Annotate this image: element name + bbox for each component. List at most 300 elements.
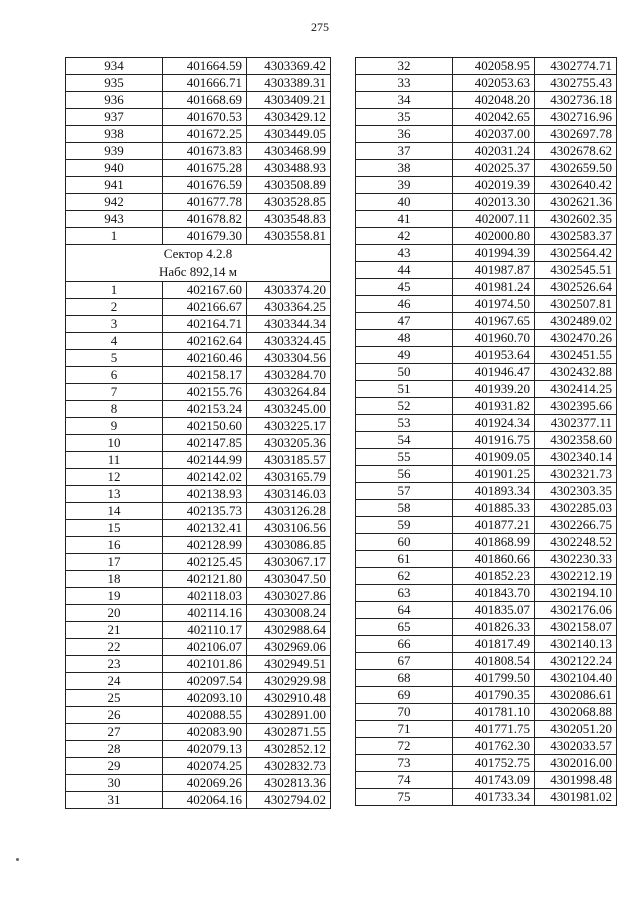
y-coordinate-cell: 4303245.00 xyxy=(247,401,331,418)
x-coordinate-cell: 401901.25 xyxy=(453,466,535,483)
point-number-cell: 12 xyxy=(66,469,163,486)
point-number-cell: 5 xyxy=(66,350,163,367)
table-row xyxy=(66,418,331,435)
x-coordinate-cell: 401852.23 xyxy=(453,568,535,585)
x-coordinate-cell: 401924.34 xyxy=(453,415,535,432)
table-row xyxy=(66,316,331,333)
table-row xyxy=(356,551,617,568)
table-row xyxy=(356,245,617,262)
table-row xyxy=(356,653,617,670)
point-number-cell: 939 xyxy=(66,143,163,160)
table-row xyxy=(356,92,617,109)
y-coordinate-cell: 4302910.48 xyxy=(247,690,331,707)
point-number-cell: 42 xyxy=(356,228,453,245)
x-coordinate-cell: 402110.17 xyxy=(163,622,247,639)
y-coordinate-cell: 4302414.25 xyxy=(535,381,617,398)
x-coordinate-cell: 402042.65 xyxy=(453,109,535,126)
y-coordinate-cell: 4303468.99 xyxy=(247,143,331,160)
point-number-cell: 73 xyxy=(356,755,453,772)
sector-subtitle: Набс 892,14 м xyxy=(66,263,331,282)
y-coordinate-cell: 4303225.17 xyxy=(247,418,331,435)
y-coordinate-cell: 4302621.36 xyxy=(535,194,617,211)
point-number-cell: 60 xyxy=(356,534,453,551)
point-number-cell: 16 xyxy=(66,537,163,554)
x-coordinate-cell: 402114.16 xyxy=(163,605,247,622)
table-row xyxy=(66,401,331,418)
point-number-cell: 1 xyxy=(66,282,163,299)
x-coordinate-cell: 402118.03 xyxy=(163,588,247,605)
point-number-cell: 938 xyxy=(66,126,163,143)
point-number-cell: 27 xyxy=(66,724,163,741)
point-number-cell: 54 xyxy=(356,432,453,449)
table-row xyxy=(66,177,331,194)
table-row xyxy=(66,588,331,605)
table-row xyxy=(66,384,331,401)
table-row xyxy=(66,571,331,588)
x-coordinate-cell: 402121.80 xyxy=(163,571,247,588)
x-coordinate-cell: 401676.59 xyxy=(163,177,247,194)
point-number-cell: 10 xyxy=(66,435,163,452)
table-row xyxy=(66,690,331,707)
y-coordinate-cell: 4302051.20 xyxy=(535,721,617,738)
y-coordinate-cell: 4303205.36 xyxy=(247,435,331,452)
point-number-cell: 58 xyxy=(356,500,453,517)
y-coordinate-cell: 4303558.81 xyxy=(247,228,331,245)
y-coordinate-cell: 4302068.88 xyxy=(535,704,617,721)
point-number-cell: 38 xyxy=(356,160,453,177)
point-number-cell: 14 xyxy=(66,503,163,520)
y-coordinate-cell: 4302929.98 xyxy=(247,673,331,690)
y-coordinate-cell: 4302303.35 xyxy=(535,483,617,500)
y-coordinate-cell: 4302140.13 xyxy=(535,636,617,653)
point-number-cell: 52 xyxy=(356,398,453,415)
y-coordinate-cell: 4302104.40 xyxy=(535,670,617,687)
x-coordinate-cell: 401826.33 xyxy=(453,619,535,636)
table-row xyxy=(66,350,331,367)
table-row xyxy=(66,656,331,673)
y-coordinate-cell: 4302451.55 xyxy=(535,347,617,364)
table-row xyxy=(66,639,331,656)
y-coordinate-cell: 4303508.89 xyxy=(247,177,331,194)
point-number-cell: 9 xyxy=(66,418,163,435)
table-row xyxy=(356,585,617,602)
y-coordinate-cell: 4302755.43 xyxy=(535,75,617,92)
x-coordinate-cell: 401987.87 xyxy=(453,262,535,279)
point-number-cell: 63 xyxy=(356,585,453,602)
y-coordinate-cell: 4303165.79 xyxy=(247,469,331,486)
point-number-cell: 39 xyxy=(356,177,453,194)
table-row xyxy=(66,228,331,245)
x-coordinate-cell: 402153.24 xyxy=(163,401,247,418)
point-number-cell: 56 xyxy=(356,466,453,483)
table-row xyxy=(356,670,617,687)
x-coordinate-cell: 402097.54 xyxy=(163,673,247,690)
y-coordinate-cell: 4302736.18 xyxy=(535,92,617,109)
table-row xyxy=(66,775,331,792)
coordinates-table-right xyxy=(355,57,617,806)
x-coordinate-cell: 402048.20 xyxy=(453,92,535,109)
x-coordinate-cell: 401967.65 xyxy=(453,313,535,330)
x-coordinate-cell: 402155.76 xyxy=(163,384,247,401)
table-row xyxy=(66,299,331,316)
point-number-cell: 71 xyxy=(356,721,453,738)
y-coordinate-cell: 4302813.36 xyxy=(247,775,331,792)
point-number-cell: 37 xyxy=(356,143,453,160)
y-coordinate-cell: 4302659.50 xyxy=(535,160,617,177)
table-row xyxy=(66,503,331,520)
point-number-cell: 59 xyxy=(356,517,453,534)
point-number-cell: 50 xyxy=(356,364,453,381)
point-number-cell: 47 xyxy=(356,313,453,330)
y-coordinate-cell: 4302988.64 xyxy=(247,622,331,639)
y-coordinate-cell: 4303344.34 xyxy=(247,316,331,333)
point-number-cell: 940 xyxy=(66,160,163,177)
point-number-cell: 35 xyxy=(356,109,453,126)
y-coordinate-cell: 4301981.02 xyxy=(535,789,617,806)
table-row xyxy=(66,758,331,775)
table-row xyxy=(356,381,617,398)
table-row xyxy=(356,330,617,347)
point-number-cell: 44 xyxy=(356,262,453,279)
x-coordinate-cell: 401939.20 xyxy=(453,381,535,398)
table-row xyxy=(66,707,331,724)
point-number-cell: 29 xyxy=(66,758,163,775)
x-coordinate-cell: 401675.28 xyxy=(163,160,247,177)
y-coordinate-cell: 4303008.24 xyxy=(247,605,331,622)
point-number-cell: 942 xyxy=(66,194,163,211)
page-number: 275 xyxy=(311,20,329,34)
y-coordinate-cell: 4303528.85 xyxy=(247,194,331,211)
point-number-cell: 17 xyxy=(66,554,163,571)
sector-header-row xyxy=(66,245,331,264)
point-number-cell: 34 xyxy=(356,92,453,109)
y-coordinate-cell: 4302266.75 xyxy=(535,517,617,534)
table-row xyxy=(66,469,331,486)
table-row xyxy=(356,279,617,296)
point-number-cell: 943 xyxy=(66,211,163,228)
coordinates-table-left-body xyxy=(66,58,331,809)
x-coordinate-cell: 402144.99 xyxy=(163,452,247,469)
table-row xyxy=(356,568,617,585)
table-row xyxy=(356,704,617,721)
x-coordinate-cell: 401931.82 xyxy=(453,398,535,415)
y-coordinate-cell: 4303264.84 xyxy=(247,384,331,401)
point-number-cell: 23 xyxy=(66,656,163,673)
table-row xyxy=(356,228,617,245)
x-coordinate-cell: 402132.41 xyxy=(163,520,247,537)
x-coordinate-cell: 401981.24 xyxy=(453,279,535,296)
y-coordinate-cell: 4302033.57 xyxy=(535,738,617,755)
x-coordinate-cell: 401994.39 xyxy=(453,245,535,262)
x-coordinate-cell: 402167.60 xyxy=(163,282,247,299)
point-number-cell: 24 xyxy=(66,673,163,690)
y-coordinate-cell: 4302395.66 xyxy=(535,398,617,415)
y-coordinate-cell: 4303364.25 xyxy=(247,299,331,316)
y-coordinate-cell: 4303548.83 xyxy=(247,211,331,228)
point-number-cell: 66 xyxy=(356,636,453,653)
table-row xyxy=(66,520,331,537)
point-number-cell: 74 xyxy=(356,772,453,789)
x-coordinate-cell: 401752.75 xyxy=(453,755,535,772)
x-coordinate-cell: 401877.21 xyxy=(453,517,535,534)
point-number-cell: 70 xyxy=(356,704,453,721)
y-coordinate-cell: 4302969.06 xyxy=(247,639,331,656)
point-number-cell: 935 xyxy=(66,75,163,92)
table-row xyxy=(356,483,617,500)
x-coordinate-cell: 402093.10 xyxy=(163,690,247,707)
x-coordinate-cell: 402083.90 xyxy=(163,724,247,741)
x-coordinate-cell: 402158.17 xyxy=(163,367,247,384)
y-coordinate-cell: 4303185.57 xyxy=(247,452,331,469)
x-coordinate-cell: 401679.30 xyxy=(163,228,247,245)
x-coordinate-cell: 401668.69 xyxy=(163,92,247,109)
table-row xyxy=(66,211,331,228)
y-coordinate-cell: 4302640.42 xyxy=(535,177,617,194)
point-number-cell: 31 xyxy=(66,792,163,809)
point-number-cell: 8 xyxy=(66,401,163,418)
point-number-cell: 15 xyxy=(66,520,163,537)
table-row xyxy=(66,486,331,503)
point-number-cell: 33 xyxy=(356,75,453,92)
y-coordinate-cell: 4302248.52 xyxy=(535,534,617,551)
x-coordinate-cell: 401860.66 xyxy=(453,551,535,568)
point-number-cell: 49 xyxy=(356,347,453,364)
y-coordinate-cell: 4303067.17 xyxy=(247,554,331,571)
x-coordinate-cell: 402074.25 xyxy=(163,758,247,775)
x-coordinate-cell: 401733.34 xyxy=(453,789,535,806)
table-row xyxy=(66,724,331,741)
x-coordinate-cell: 401664.59 xyxy=(163,58,247,75)
table-row xyxy=(356,211,617,228)
table-row xyxy=(66,109,331,126)
point-number-cell: 11 xyxy=(66,452,163,469)
y-coordinate-cell: 4302285.03 xyxy=(535,500,617,517)
x-coordinate-cell: 401673.83 xyxy=(163,143,247,160)
x-coordinate-cell: 402069.26 xyxy=(163,775,247,792)
point-number-cell: 7 xyxy=(66,384,163,401)
x-coordinate-cell: 401743.09 xyxy=(453,772,535,789)
x-coordinate-cell: 402160.46 xyxy=(163,350,247,367)
y-coordinate-cell: 4302432.88 xyxy=(535,364,617,381)
x-coordinate-cell: 402135.73 xyxy=(163,503,247,520)
y-coordinate-cell: 4303374.20 xyxy=(247,282,331,299)
y-coordinate-cell: 4302086.61 xyxy=(535,687,617,704)
table-row xyxy=(66,435,331,452)
point-number-cell: 64 xyxy=(356,602,453,619)
y-coordinate-cell: 4303389.31 xyxy=(247,75,331,92)
y-coordinate-cell: 4302507.81 xyxy=(535,296,617,313)
x-coordinate-cell: 401974.50 xyxy=(453,296,535,313)
y-coordinate-cell: 4302340.14 xyxy=(535,449,617,466)
table-row xyxy=(66,452,331,469)
y-coordinate-cell: 4302194.10 xyxy=(535,585,617,602)
table-row xyxy=(66,367,331,384)
y-coordinate-cell: 4303324.45 xyxy=(247,333,331,350)
point-number-cell: 21 xyxy=(66,622,163,639)
x-coordinate-cell: 402150.60 xyxy=(163,418,247,435)
x-coordinate-cell: 402031.24 xyxy=(453,143,535,160)
table-row xyxy=(66,58,331,75)
table-row xyxy=(66,673,331,690)
x-coordinate-cell: 402064.16 xyxy=(163,792,247,809)
table-row xyxy=(356,58,617,75)
y-coordinate-cell: 4302697.78 xyxy=(535,126,617,143)
x-coordinate-cell: 401677.78 xyxy=(163,194,247,211)
y-coordinate-cell: 4302774.71 xyxy=(535,58,617,75)
x-coordinate-cell: 402000.80 xyxy=(453,228,535,245)
x-coordinate-cell: 402013.30 xyxy=(453,194,535,211)
point-number-cell: 934 xyxy=(66,58,163,75)
table-row xyxy=(66,126,331,143)
x-coordinate-cell: 401893.34 xyxy=(453,483,535,500)
table-row xyxy=(356,500,617,517)
x-coordinate-cell: 401762.30 xyxy=(453,738,535,755)
point-number-cell: 936 xyxy=(66,92,163,109)
x-coordinate-cell: 402079.13 xyxy=(163,741,247,758)
y-coordinate-cell: 4302122.24 xyxy=(535,653,617,670)
y-coordinate-cell: 4303409.21 xyxy=(247,92,331,109)
y-coordinate-cell: 4303106.56 xyxy=(247,520,331,537)
coordinates-table-right-body xyxy=(356,58,617,806)
table-row xyxy=(66,554,331,571)
x-coordinate-cell: 401670.53 xyxy=(163,109,247,126)
point-number-cell: 61 xyxy=(356,551,453,568)
y-coordinate-cell: 4302564.42 xyxy=(535,245,617,262)
table-row xyxy=(356,75,617,92)
point-number-cell: 36 xyxy=(356,126,453,143)
table-row xyxy=(356,619,617,636)
table-row xyxy=(356,432,617,449)
point-number-cell: 19 xyxy=(66,588,163,605)
x-coordinate-cell: 402058.95 xyxy=(453,58,535,75)
y-coordinate-cell: 4302176.06 xyxy=(535,602,617,619)
sector-header-row xyxy=(66,263,331,282)
table-row xyxy=(356,126,617,143)
point-number-cell: 40 xyxy=(356,194,453,211)
x-coordinate-cell: 402166.67 xyxy=(163,299,247,316)
point-number-cell: 72 xyxy=(356,738,453,755)
y-coordinate-cell: 4302891.00 xyxy=(247,707,331,724)
y-coordinate-cell: 4302016.00 xyxy=(535,755,617,772)
y-coordinate-cell: 4302832.73 xyxy=(247,758,331,775)
y-coordinate-cell: 4302526.64 xyxy=(535,279,617,296)
x-coordinate-cell: 401953.64 xyxy=(453,347,535,364)
x-coordinate-cell: 402007.11 xyxy=(453,211,535,228)
x-coordinate-cell: 402162.64 xyxy=(163,333,247,350)
y-coordinate-cell: 4302489.02 xyxy=(535,313,617,330)
point-number-cell: 937 xyxy=(66,109,163,126)
x-coordinate-cell: 402101.86 xyxy=(163,656,247,673)
table-row xyxy=(356,109,617,126)
point-number-cell: 51 xyxy=(356,381,453,398)
table-row xyxy=(356,517,617,534)
point-number-cell: 28 xyxy=(66,741,163,758)
table-row xyxy=(356,687,617,704)
x-coordinate-cell: 401960.70 xyxy=(453,330,535,347)
x-coordinate-cell: 401843.70 xyxy=(453,585,535,602)
y-coordinate-cell: 4302602.35 xyxy=(535,211,617,228)
point-number-cell: 20 xyxy=(66,605,163,622)
point-number-cell: 65 xyxy=(356,619,453,636)
point-number-cell: 55 xyxy=(356,449,453,466)
table-row xyxy=(66,143,331,160)
y-coordinate-cell: 4303488.93 xyxy=(247,160,331,177)
y-coordinate-cell: 4302321.73 xyxy=(535,466,617,483)
x-coordinate-cell: 402019.39 xyxy=(453,177,535,194)
x-coordinate-cell: 401946.47 xyxy=(453,364,535,381)
point-number-cell: 45 xyxy=(356,279,453,296)
table-row xyxy=(66,282,331,299)
x-coordinate-cell: 402053.63 xyxy=(453,75,535,92)
y-coordinate-cell: 4302470.26 xyxy=(535,330,617,347)
table-row xyxy=(66,741,331,758)
point-number-cell: 941 xyxy=(66,177,163,194)
x-coordinate-cell: 402037.00 xyxy=(453,126,535,143)
point-number-cell: 43 xyxy=(356,245,453,262)
x-coordinate-cell: 402164.71 xyxy=(163,316,247,333)
y-coordinate-cell: 4302230.33 xyxy=(535,551,617,568)
y-coordinate-cell: 4303126.28 xyxy=(247,503,331,520)
x-coordinate-cell: 401672.25 xyxy=(163,126,247,143)
y-coordinate-cell: 4303086.85 xyxy=(247,537,331,554)
point-number-cell: 69 xyxy=(356,687,453,704)
x-coordinate-cell: 402142.02 xyxy=(163,469,247,486)
y-coordinate-cell: 4302358.60 xyxy=(535,432,617,449)
x-coordinate-cell: 401868.99 xyxy=(453,534,535,551)
table-row xyxy=(356,755,617,772)
point-number-cell: 68 xyxy=(356,670,453,687)
table-row xyxy=(356,177,617,194)
table-row xyxy=(356,194,617,211)
y-coordinate-cell: 4302716.96 xyxy=(535,109,617,126)
table-row xyxy=(356,364,617,381)
point-number-cell: 1 xyxy=(66,228,163,245)
table-row xyxy=(356,636,617,653)
x-coordinate-cell: 401771.75 xyxy=(453,721,535,738)
y-coordinate-cell: 4302949.51 xyxy=(247,656,331,673)
y-coordinate-cell: 4303449.05 xyxy=(247,126,331,143)
sector-title: Сектор 4.2.8 xyxy=(66,245,331,264)
x-coordinate-cell: 401808.54 xyxy=(453,653,535,670)
x-coordinate-cell: 402147.85 xyxy=(163,435,247,452)
point-number-cell: 46 xyxy=(356,296,453,313)
table-row xyxy=(66,333,331,350)
point-number-cell: 30 xyxy=(66,775,163,792)
y-coordinate-cell: 4303304.56 xyxy=(247,350,331,367)
point-number-cell: 3 xyxy=(66,316,163,333)
table-row xyxy=(66,622,331,639)
y-coordinate-cell: 4302794.02 xyxy=(247,792,331,809)
table-row xyxy=(66,160,331,177)
x-coordinate-cell: 402106.07 xyxy=(163,639,247,656)
y-coordinate-cell: 4302678.62 xyxy=(535,143,617,160)
table-row xyxy=(356,721,617,738)
table-row xyxy=(66,792,331,809)
table-row xyxy=(356,738,617,755)
point-number-cell: 26 xyxy=(66,707,163,724)
y-coordinate-cell: 4302583.37 xyxy=(535,228,617,245)
point-number-cell: 18 xyxy=(66,571,163,588)
table-row xyxy=(356,262,617,279)
y-coordinate-cell: 4303369.42 xyxy=(247,58,331,75)
y-coordinate-cell: 4302158.07 xyxy=(535,619,617,636)
table-row xyxy=(356,466,617,483)
table-row xyxy=(356,143,617,160)
x-coordinate-cell: 401835.07 xyxy=(453,602,535,619)
point-number-cell: 22 xyxy=(66,639,163,656)
y-coordinate-cell: 4301998.48 xyxy=(535,772,617,789)
x-coordinate-cell: 401678.82 xyxy=(163,211,247,228)
